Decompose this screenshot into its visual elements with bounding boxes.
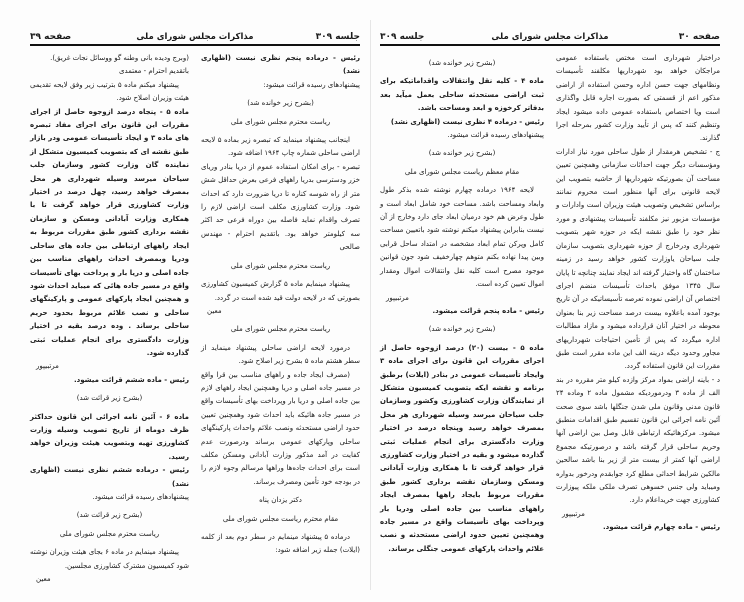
paragraph: درمورد لایحه اراضی ساحلی پیشنهاد مینماید از سطر هشتم ماده ۵ بشرح زیر اصلاح شود. (201, 343, 360, 366)
paragraph: (بشرح زیر قرائت شد) (76, 511, 143, 520)
paragraph: د - باینه اراضی بمواد مرکز وازده کیلو متر مقرره در بند الف از ماده ۳ ودرموردیکه مشمول ماده ۲ وماده ۲۴ قانون مدنی وقانون ملی شدن جنگلها باشد سوی صحت آئین نامه اجرائی این قانون تقسیم طبق اقدامات منطبق میشود. مرکزهائیکه ارتیاطی قابل وصل بین اراضی آنها وحریم ساحلی قرار گرفته باشد و درصورتیکه مجموع اراضی آنها کمتر از بیست متر از زیر بنا باشد سالحین مالکین شرایط احداثی مطلع کرد جوابقدم ودرخور بدواره ومیباید ولی جنس خسوهی تصرف ملکی ملکه پیوزارت کشاورزی جهت خریداعلام دارد. (556, 375, 720, 505)
paragraph: معین (207, 306, 222, 315)
paragraph: رئیس - ماده چهارم قرائت میشود. (603, 523, 720, 532)
paragraph: رئیس - درماده پنجم نظری نیست (اظهاری نشد) (201, 54, 360, 76)
left-page-right-column (201, 52, 360, 586)
left-page-header (30, 26, 360, 46)
paragraph: (بشرح زیر خوانده شد) (428, 149, 496, 158)
paragraph: رئیس - درماده ششم نظری نیست (اظهاری نشد) (30, 466, 189, 488)
paragraph: اینجانب پیشنهاد مینماید که تبصره زیر بماده ۵ لایحه اراضی ساحلی شماره چاپ ۱۹۶۴ اضافه شود. (201, 136, 360, 158)
paragraph: رئیس - ماده ششم قرائت میشود. (73, 375, 189, 384)
paragraph: پیشنهادهای رسیده قرائت میشود. (447, 131, 544, 140)
page-number: صفحه ۳۹ (30, 32, 72, 42)
paragraph: مرتبیپور (386, 293, 409, 302)
paragraph: ماده ۵ - پنجاه درصد ازوجوه حاصل از اجرای مقررات این قانون برای اجرای مفاد تبصره های ماده ۳ و ایجاد تأسیسات عمومی ودر بازار طبق نقشه ای که بتصویب کمیسیون متشکل از نماینده گان وزارت کشور وسازمان جلب سیاحان میرسد وسیله شهرداری هر محل بمصرف خواهد رسید، چهل درصد در اختیار وزارت کشاورزی قرار خواهد گرفت تا با همکاری وزارت آبادانی ومسکن و سازمان نقشه برداری کشور طبق مقررات مربوط به ایجاد راههای ارتباطی بین جاده های ساحلی ودریا وبمصرف احداث راههای مناسب بین جاده اصلی و دریا بار و پرداخت بهای تأسیسات واقع در مسیر جاده هائی که میباید احداث شود و همچنین ایجاد پارکهای عمومی و پارکینگهای ساحلی و نصب علائم مربوط بحدود حریم ساحلی برساند . وده درصد بقیه در اختیار وزارت دادگستری برای انجام عملیات ثبتی گذارده شود. (30, 107, 190, 357)
paragraph: معین (36, 575, 51, 584)
paragraph: پیشنهادهای رسیده قرائت میشود: (263, 80, 360, 89)
header-title: مذاکرات مجلس شورای ملی (136, 32, 254, 42)
right-page-header (380, 26, 720, 46)
paragraph: رئیس - درماده ۴ نظری نیست (اظهاری نشد) (390, 117, 544, 126)
session-label: جلسه ۳۰۹ (315, 32, 360, 42)
paragraph: پیشنهاد مینمایم ماده ۵ گزارش کمیسیون کشاورزی بصورتی که در لایحه دولت قید شده است در گردد. (201, 280, 360, 302)
right-page-right-column (556, 52, 720, 556)
paragraph: پیشنهادهای رسیده قرائت میشود. (92, 493, 189, 501)
right-page-columns (380, 52, 720, 556)
paragraph: مقام معظم ریاست مجلس شورای ملی (404, 167, 520, 176)
paragraph: ماده ۵ - بیست (۲۰) درصد ازوجوه حاصل از اجرای مقررات این قانون برای اجرای ماده ۳ وایجاد تأسیسات عمومی در بنادر (ایلات) برطبق برنامه و نقشه ایکه بتصویب کمیسیون متشکل از نمایندگان وزارت کشاورزی وکشور وسازمان جلب سیاحان میرسد وسیله شهرداری هر محل بمصرف خواهد رسید وپنجاه درصد در اختیار وزارت دادگستری برای انجام عملیات ثبتی گذارده میشود و بقیه در اختیار وزارت کشاورزی قرار خواهد گرفت تا با همکاری وزارت آبادانی ومسکن وسازمان نقشه برداری کشور طبق مقررات مربوط بایجاد راهها بمصرف ایجاد راههای مناسب بین جاده اصلی ودریا بار وپرداخت بهای تأسیسات واقع در مسیر جاده وهمچنین تعیین حدود اراضی مستحدثه و نصب علائم واحداث پارکهای عمومی جنگلی برساند. (380, 343, 545, 553)
left-page (30, 26, 360, 586)
paragraph: ماده ۶ - آئین نامه اجرائی این قانون حداکثر ظرف دوماه از تاریخ تصویب وسیله وزارت کشاورزی تهیه وبتصویب هیئت وزیران خواهد رسید. (30, 412, 190, 461)
paragraph: ریاست محترم مجلس شورای ملی (230, 117, 331, 126)
paragraph: ماده ۴ - کلیه نقل وانتقالات واقداماتیکه برای ثبت اراضی مستحدثه ساحلی بعمل میآید بعد بدفاتر کرخوزه و ابعد ومساحت باشد. (380, 77, 545, 113)
left-page-left-column (30, 52, 189, 586)
paragraph: درماده ۵ پیشنهاد مینمایم در سطر دوم بعد از کلمه (ایلات) جمله زیر اضافه شود: (201, 533, 360, 555)
left-page-columns (30, 52, 360, 586)
paragraph: ریاست محترم مجلس شورای ملی (230, 261, 331, 270)
right-page (380, 26, 720, 586)
paragraph: (مصرف ایجاد جاده و راههای مناسب بین قرا واقع در مسیر جاده اصلی و دریا وهمچنین ایجاد راههای لازم بین جاده اصلی و دریا بار وپرداخت بهای تأسیسات واقع در مسیر جاده هائیکه باید احداث شود وهمچنین تعیین حدود اراضی مستحدثه ونصب علائم واحداث پارکینگهای ساحلی وپارکهای عمومی برساند ودرصورت عدم کفایت در آمد مذکور وزارت آبادانی ومسکن مکلف است برای احداث جاده‌ها وراهها مرسالم وجوه لازم را در بودجه خود تأمین ومصرف برساند. (201, 370, 360, 486)
paragraph: دراختیار شهرداری است مختص باستفاده عمومی مراجکان خواهد بود شهرداریها مکلفند تأسیسات ونظامهای جهت حسن اداره وحسن استفاده از اراضی مذکور اعم از قسمتی که بصورت اجاره قابل واگذاری است ویا اختصاص باستفاده عمومی داده میشود ایجاد وتنظیم کنند که پس از تأیید وزارت کشور بمرحله اجرا گذارند. (556, 54, 720, 143)
right-page-left-column (380, 52, 544, 556)
paragraph: ریاست محترم مجلس شورای ملی (59, 529, 160, 538)
paragraph: مرتبیپور (562, 509, 585, 518)
paragraph: ریاست محترم مجلس شورای ملی (230, 325, 331, 334)
paragraph: مرتبیپور (36, 362, 59, 371)
page-gutter (370, 20, 371, 590)
paragraph: (بشرح زیر خوانده شد) (428, 59, 496, 67)
paragraph: دکتر یزدان پناه (259, 496, 302, 505)
paragraph: (بشرح زیر خوانده شد) (428, 325, 496, 334)
paragraph: لایحه ۱۹۶۴ درماده چهارم نوشته شده بذکر طول وابعاد ومساحت باشد. مساحت خود شامل ابعاد است و طول وعرض هم خود درمیان ابعاد جای دارد وخارج از آن نیست بنابراین پیشنهاد میکنم نوشته شود باتعیین مساحت کامل وپرکن تمام ابعاد مشخصه در امتداد ساحل قرابی وبین پیدا نهاده بکنم متوهم چهارخفیف شود جون قوانین موجود مصرح است کلیه نقل وانتقالات اموال ومقدار اموال تعیین کرده است. (380, 186, 544, 289)
paragraph: پیشنهاد مینمایم در ماده ۶ بجای هیئت وزیران نوشته شود کمیسیون مشترک کشاورزی مجلسین. (30, 548, 189, 570)
paragraph: رئیس - ماده پنجم قرائت میشود. (432, 306, 544, 315)
paragraph: مقام محترم ریاست مجلس شورای ملی (222, 514, 339, 523)
paragraph: تبصره - برای امکان استفاده عموم از دریا بنادر وریای خزر ودسترسی بدریا راههای فرعی بعرض حداقل شش متر از راه شوسه کناره تا دریا ضرورت دارد که احداث شود. وزارت کشاورزی مکلف است اراضی لازم را تصرف واقدام نماید فاصله بین دوراه فرعی حد اکثر سه کیلومتر خواهد بود. باتقدیم احترام - مهندس صالحی (201, 162, 360, 252)
session-label: جلسه ۳۰۹ (380, 32, 425, 42)
paragraph: (بشرح زیر خوانده شد) (247, 99, 314, 108)
paragraph: ج - تشخیص هرمقدار از طول ساحلی مورد نیاز ادارات ومؤسسات دیگر جهت احداثات سازمانی وهمچنین تعیین مساحت آن بصورتیکه شهرداریها از حاشیه بتصویب این لایحه قانونی برای آنها منظور است محروم نمانند براساس تشخیص وتصویب هیئت وزیران است وادارات و مؤسسات مزبور نیز مکلفند تأسیسات پیشنهادی و مورد نظر خود را طبق نقشه ایکه در حوزه شهر بتصویب شهرداری ودرخارج از حوزه شهرداری بتصویب سازمان جلب سیاحان یاوزارت کشور خواهد رسید در زمینه ساختمان گاه واختیار گرفته اند ایجاد نمایند چنانچه تا پایان سال ۱۳۴۵ موفق باحداث تأسیسات منضم اجرای اختصاص آن اراضی نموده تعرصه تأسیساتیکه در آن تاریخ بوجود آمده باعلاوه بیست درصد مساحت زیر بنا بعنوان محوطه در اختیار آنان قرارداده میشود و مازاد مطالبات اداره میگردد که پس از تأمین احتیاجات شهرداریهای مجاور وحدود دیگه درینه الف این ماده مقرر است طبق مقررات این قانون استفاده گردد. (556, 147, 721, 371)
paragraph: (بشرح زیر قرائت شد) (76, 394, 143, 403)
page-number: صفحه ۳۰ (678, 32, 720, 42)
paragraph: پیشنهاد میکنم ماده ۵ بترتیب زیر وفق لایحه تقدیمی هیئت وزیران اصلاح شود. (30, 80, 189, 103)
header-title: مذاکرات مجلس شورای ملی (491, 32, 609, 42)
paragraph: (وبرج ودیده بانی وطنه گو ووسائل نجات غریق). (50, 54, 189, 62)
paragraph: باتقدیم احترام - معتمدی (118, 67, 189, 76)
